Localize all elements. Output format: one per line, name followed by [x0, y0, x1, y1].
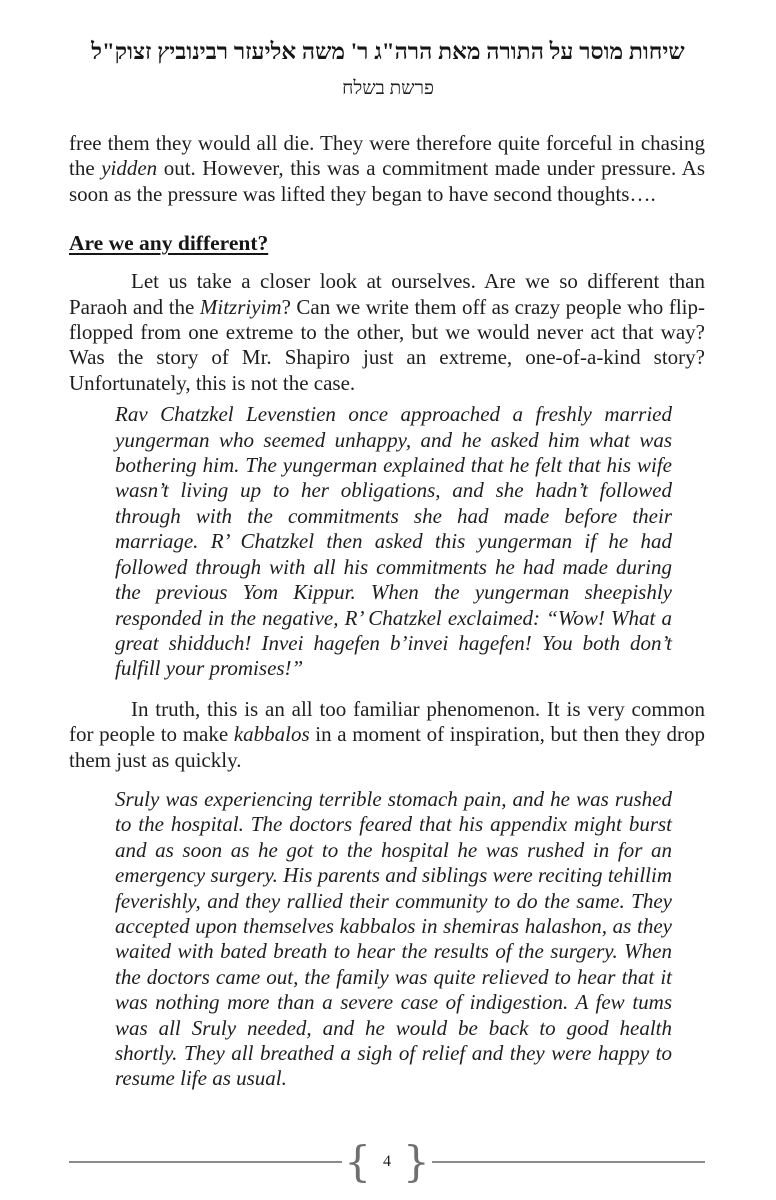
paragraph-in-truth: In truth, this is an all too familiar phenomenon. It is very common for people to make kabbalos in a moment of inspiration, but then they drop them just as quickly.	[69, 696, 706, 772]
page-number: 4	[383, 1153, 391, 1170]
footer-rule-left	[69, 1161, 342, 1163]
blockquote-sruly-story: Sruly was experiencing terrible stomach pain, and he was rushed to the hospital. The doctors feared that his appendix might burst and as soon as he got to the hospital he was rushed in for an emergency surgery. His parents and siblings were reciting tehillim feverishly, and they rallied their community to do the same. They accepted upon themselves kabbalos in shemiras halashon, as they waited with bated breath to hear the results of the surgery. When the doctors came out, the family was quite relieved to hear that it was nothing more than a severe case of indigestion. A few tums was all Sruly needed, and he would be back to good health shortly. They all breathed a sigh of relief and they were happy to resume life as usual.	[115, 786, 672, 1091]
body-content	[69, 131, 705, 1092]
paragraph-continuation: free them they would all die. They were therefore quite forceful in chasing the yidden out. However, this was a commitment made under pressure. As soon as the pressure was lifted they began to have second thoughts….	[69, 131, 706, 206]
hebrew-title: שיחות מוסר על התורה מאת הרה"ג ר' משה אליעזר רבינוביץ זצוק"ל	[91, 39, 685, 64]
footer-left-brace: {	[344, 1137, 371, 1186]
hebrew-parsha-subtitle: פרשת בשלח	[342, 78, 434, 99]
paragraph-are-we-different: Let us take a closer look at ourselves. Are we so different than Paraoh and the Mitzriyim? Can we write them off as crazy people who flip-flopped from one extreme to the other, but we would never act that way? Was the story of Mr. Shapiro just an extreme, one-of-a-kind story? Unfortunately, this is not the case.	[69, 269, 705, 395]
blockquote-rav-chatzkel-story: Rav Chatzkel Levenstien once approached a freshly married yungerman who seemed unhappy, and he asked him what was bothering him. The yungerman explained that he felt that his wife wasn’t living up to her obligations, and she hadn’t followed through with the commitments she had made before their marriage. R’ Chatzkel then asked this yungerman if he had followed through with all his commitments he had made during the previous Yom Kippur. When the yungerman sheepishly responded in the negative, R’ Chatzkel exclaimed: “Wow! What a great shidduch! Invei hagefen b’invei hagefen! You both don’t fulfill your promises!”	[115, 402, 672, 681]
section-heading: Are we any different?	[69, 231, 269, 256]
page-header	[0, 0, 776, 100]
footer-right-brace: }	[403, 1137, 430, 1186]
footer-rule-right	[432, 1161, 705, 1163]
page-footer	[69, 1138, 705, 1186]
